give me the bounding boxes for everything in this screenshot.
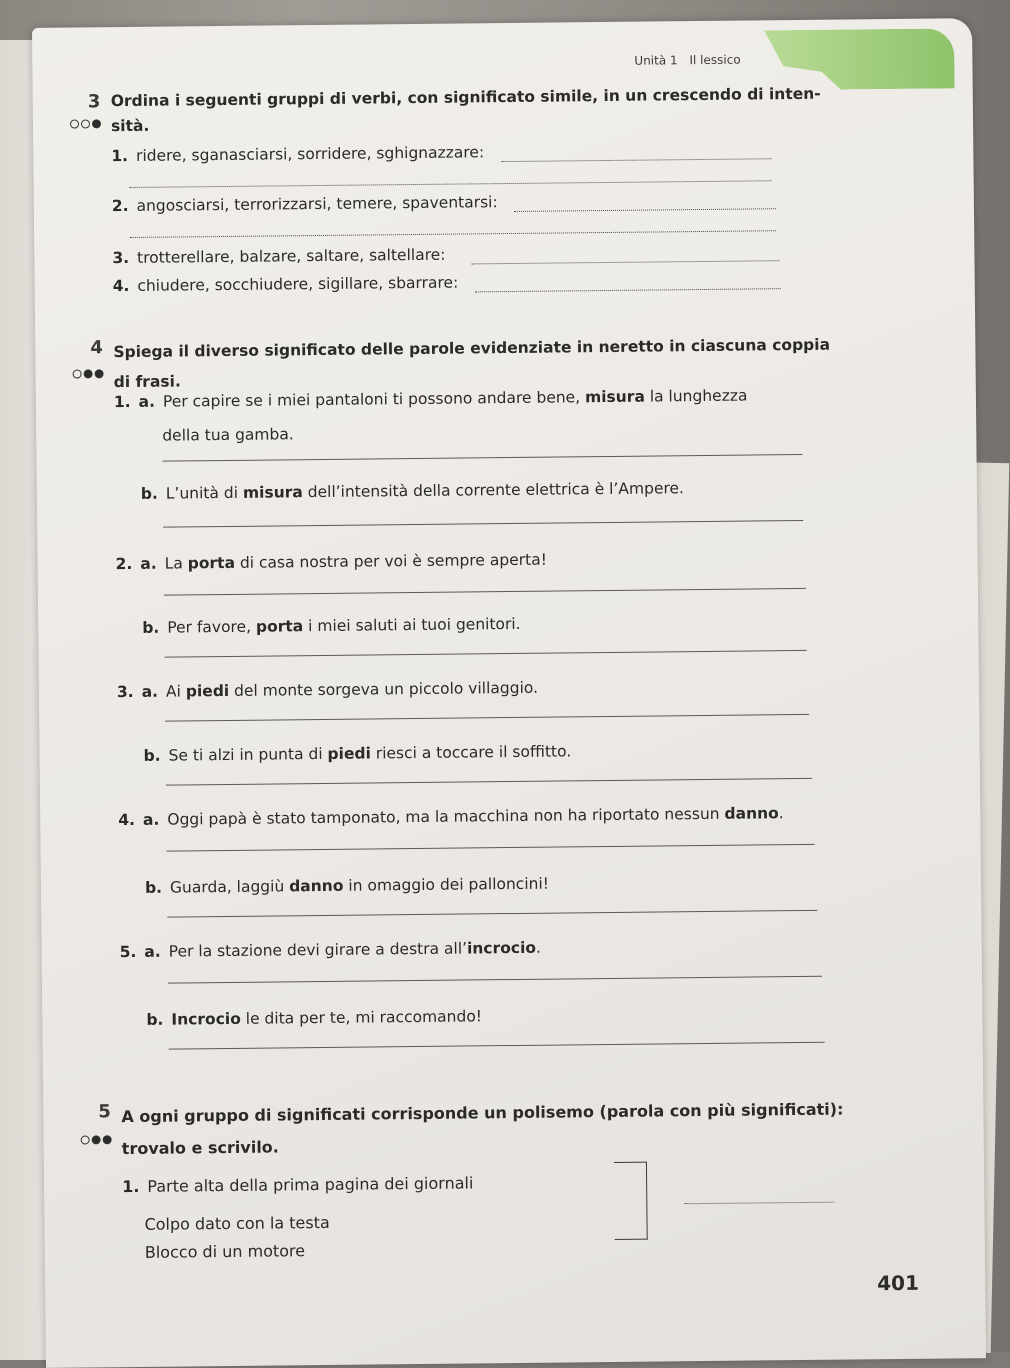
- sentence-text: la lunghezza: [645, 387, 748, 406]
- difficulty-dots: [73, 369, 104, 378]
- sentence-text: di casa nostra per voi è sempre aperta!: [235, 551, 547, 572]
- answer-line[interactable]: [130, 230, 776, 238]
- item-sub: b.: [144, 747, 161, 765]
- sentence-text: Per la stazione devi girare a destra all’: [169, 939, 467, 960]
- answer-line[interactable]: [163, 520, 803, 528]
- ex4-item-2a: [116, 551, 547, 574]
- bold-word: piedi: [327, 744, 371, 762]
- ex3-item-2: [112, 193, 498, 215]
- item-sub: a.: [143, 811, 160, 829]
- page-header: [634, 52, 748, 67]
- bold-word: porta: [256, 617, 303, 635]
- answer-line[interactable]: [514, 208, 776, 212]
- difficulty-dot-empty: [73, 369, 82, 378]
- sentence-text: La: [165, 554, 188, 572]
- exercise-3-title-line1: Ordina i seguenti gruppi di verbi, con significato simile, in un crescendo di inten-: [111, 82, 821, 114]
- bold-word: danno: [724, 804, 778, 823]
- sentence-text: .: [536, 939, 541, 957]
- answer-line[interactable]: [130, 180, 772, 188]
- item-number: 4.: [118, 811, 135, 829]
- bold-word: misura: [585, 388, 645, 407]
- item-number: 2.: [116, 555, 133, 573]
- ex3-item-3: [112, 246, 445, 267]
- answer-line[interactable]: [684, 1202, 834, 1205]
- answer-line[interactable]: [168, 976, 822, 984]
- section-label: Il lessico: [689, 53, 740, 68]
- ex4-item-1a-cont: della tua gamba.: [162, 425, 294, 444]
- item-text: chiudere, socchiudere, sigillare, sbarrare:: [137, 274, 458, 295]
- bold-word: danno: [289, 877, 343, 896]
- item-number: 5.: [120, 943, 137, 961]
- bold-word: incrocio: [467, 939, 536, 958]
- item-number: 2.: [112, 197, 129, 215]
- ex5-meaning-2: Colpo dato con la testa: [144, 1213, 329, 1234]
- answer-line[interactable]: [471, 260, 779, 264]
- difficulty-dot-filled: [84, 369, 93, 378]
- meaning-text: Parte alta della prima pagina dei giornali: [147, 1173, 473, 1195]
- answer-line[interactable]: [167, 910, 817, 918]
- ex4-item-4a: [118, 804, 784, 829]
- answer-line[interactable]: [163, 454, 803, 462]
- item-sub: a.: [139, 393, 156, 411]
- unit-label: Unità 1: [634, 53, 677, 67]
- item-number: 1.: [111, 147, 128, 165]
- item-text: angosciarsi, terrorizzarsi, temere, spaventarsi:: [136, 193, 497, 215]
- sentence-text: Per favore,: [167, 618, 256, 637]
- sentence-text: del monte sorgeva un piccolo villaggio.: [229, 679, 538, 700]
- difficulty-dots: [70, 119, 101, 128]
- sentence-text: Per capire se i miei pantaloni ti possono andare bene,: [163, 388, 585, 410]
- bold-word: porta: [188, 554, 235, 572]
- bold-word: misura: [243, 483, 303, 502]
- item-number: 1.: [114, 393, 131, 411]
- sentence-text: Oggi papà è stato tamponato, ma la macchina non ha riportato nessun: [167, 805, 724, 829]
- exercise-4-title-line1: Spiega il diverso significato delle parole evidenziate in neretto in ciascuna coppia: [113, 330, 830, 368]
- exercise-3-title-line2: sità.: [111, 107, 821, 139]
- ex4-item-2b: [142, 615, 520, 637]
- item-sub: a.: [140, 555, 157, 573]
- exercise-4-number: 4: [90, 337, 103, 358]
- answer-line[interactable]: [165, 650, 807, 658]
- ex4-item-3b: [144, 742, 572, 764]
- ex3-item-1: [111, 143, 484, 165]
- sentence-text: L’unità di: [166, 484, 243, 503]
- ex4-item-5b: [146, 1007, 482, 1029]
- item-number: 4.: [113, 277, 130, 295]
- ex5-meaning-1: [122, 1173, 473, 1196]
- ex4-item-1b: [141, 479, 684, 503]
- exercise-4-title-line2: di frasi.: [114, 360, 831, 398]
- difficulty-dots: [81, 1135, 112, 1144]
- sentence-text: .: [779, 804, 784, 822]
- sentence-text: Ai: [166, 682, 186, 700]
- grouping-bracket: [614, 1162, 648, 1240]
- sentence-text: riesci a toccare il soffitto.: [371, 742, 572, 762]
- ex4-item-4b: [145, 875, 549, 897]
- difficulty-dot-filled: [92, 1135, 101, 1144]
- bold-word: piedi: [186, 682, 230, 700]
- item-sub: a.: [144, 943, 161, 961]
- difficulty-dot-filled: [95, 369, 104, 378]
- item-number: 3.: [112, 249, 129, 267]
- exercise-5-title-line1: A ogni gruppo di significati corrisponde un polisemo (parola con più significati):: [121, 1094, 843, 1134]
- exercise-3-number: 3: [88, 91, 101, 112]
- item-sub: b.: [142, 619, 159, 637]
- answer-line[interactable]: [165, 714, 809, 722]
- item-text: ridere, sganasciarsi, sorridere, sghignazzare:: [136, 143, 484, 165]
- item-sub: b.: [146, 1011, 163, 1029]
- item-sub: b.: [145, 879, 162, 897]
- difficulty-dot-empty: [81, 1135, 90, 1144]
- ex5-meaning-3: Blocco di un motore: [145, 1241, 305, 1262]
- exercise-5-title: [121, 1094, 844, 1166]
- answer-line[interactable]: [169, 1042, 825, 1050]
- item-sub: a.: [142, 683, 159, 701]
- answer-line[interactable]: [501, 158, 771, 162]
- ex3-item-4: [113, 274, 459, 296]
- item-number: 1.: [122, 1177, 139, 1196]
- answer-line[interactable]: [166, 778, 812, 786]
- book-page: [32, 18, 986, 1368]
- item-number: 3.: [117, 683, 134, 701]
- page-number: 401: [877, 1271, 919, 1295]
- item-text: trotterellare, balzare, saltare, saltellare:: [137, 246, 446, 267]
- sentence-text: dell’intensità della corrente elettrica è l’Ampere.: [303, 479, 684, 501]
- difficulty-dot-empty: [70, 120, 79, 129]
- sentence-text: Se ti alzi in punta di: [169, 745, 328, 765]
- sentence-text: Guarda, laggiù: [170, 877, 289, 896]
- answer-line[interactable]: [167, 844, 815, 852]
- difficulty-dot-filled: [92, 119, 101, 128]
- exercise-3-title: [111, 82, 821, 139]
- sentence-text: le dita per te, mi raccomando!: [241, 1007, 482, 1028]
- difficulty-dot-filled: [103, 1135, 112, 1144]
- bold-word: Incrocio: [171, 1010, 241, 1029]
- answer-line[interactable]: [164, 588, 806, 596]
- exercise-5-title-line2: trovalo e scrivilo.: [122, 1126, 844, 1166]
- sentence-text: in omaggio dei palloncini!: [343, 875, 549, 895]
- ex4-item-3a: [117, 679, 538, 701]
- exercise-5-number: 5: [98, 1101, 111, 1122]
- difficulty-dot-empty: [81, 119, 90, 128]
- ex4-item-5a: [120, 939, 541, 961]
- sentence-text: i miei saluti ai tuoi genitori.: [303, 615, 521, 635]
- answer-line[interactable]: [475, 288, 781, 292]
- item-sub: b.: [141, 485, 158, 503]
